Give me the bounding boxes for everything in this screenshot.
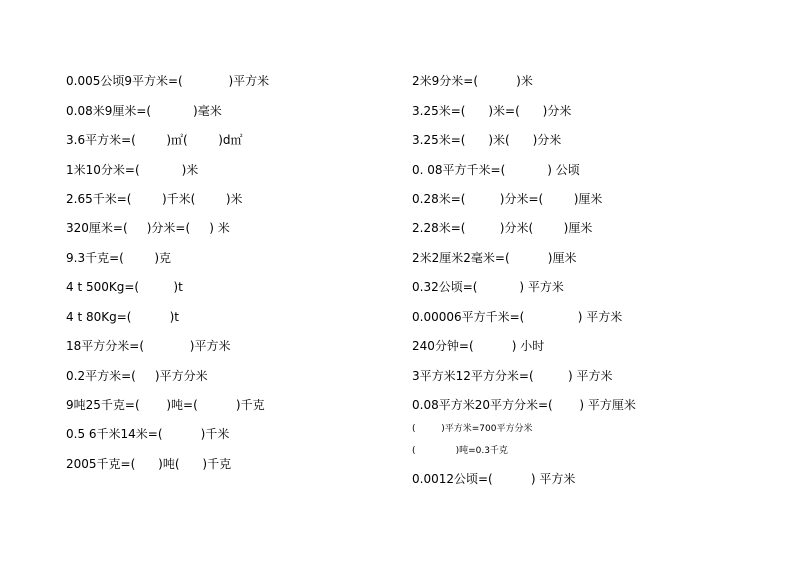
- problem-line: 3.25米=( )米( )分米: [412, 133, 562, 147]
- problem-line: 2米9分米=( )米: [412, 74, 533, 88]
- problem-line: 2.28米=( )分米( )厘米: [412, 221, 593, 235]
- problem-line: 3平方米12平方分米=( ) 平方米: [412, 369, 613, 383]
- problem-line: 320厘米=( )分米=( ) 米: [66, 221, 230, 235]
- problem-line: 0.08米9厘米=( )毫米: [66, 104, 222, 118]
- problem-line: 3.6平方米=( )㎡( )d㎡: [66, 133, 243, 147]
- problem-line: 0. 08平方千米=( ) 公顷: [412, 163, 580, 177]
- problem-line: 9吨25千克=( )吨=( )千克: [66, 398, 265, 412]
- problem-line: 18平方分米=( )平方米: [66, 339, 231, 353]
- problem-line: 2米2厘米2毫米=( )厘米: [412, 251, 577, 265]
- problem-line: 240分钟=( ) 小时: [412, 339, 545, 353]
- problem-line: 4 t 500Kg=( )t: [66, 280, 183, 294]
- problem-line: 0.5 6千米14米=( )千米: [66, 427, 230, 441]
- problem-line: 0.28米=( )分米=( )厘米: [412, 192, 603, 206]
- problem-line: 0.005公顷9平方米=( )平方米: [66, 74, 270, 88]
- problem-line: ( )平方米=700平方分米: [412, 424, 533, 434]
- problem-line: 4 t 80Kg=( )t: [66, 310, 179, 324]
- problem-line: 9.3千克=( )克: [66, 251, 172, 265]
- problem-line: 2005千克=( )吨( )千克: [66, 457, 232, 471]
- problem-line: ( )吨=0.3千克: [412, 446, 508, 456]
- problem-line: 1米10分米=( )米: [66, 163, 199, 177]
- problem-line: 0.08平方米20平方分米=( ) 平方厘米: [412, 398, 636, 412]
- problem-line: 0.32公顷=( ) 平方米: [412, 280, 564, 294]
- problem-line: 2.65千米=( )千米( )米: [66, 192, 243, 206]
- problem-line: 3.25米=( )米=( )分米: [412, 104, 572, 118]
- problem-line: 0.2平方米=( )平方分米: [66, 369, 208, 383]
- problem-line: 0.00006平方千米=( ) 平方米: [412, 310, 623, 324]
- problem-line: 0.0012公顷=( ) 平方米: [412, 472, 576, 486]
